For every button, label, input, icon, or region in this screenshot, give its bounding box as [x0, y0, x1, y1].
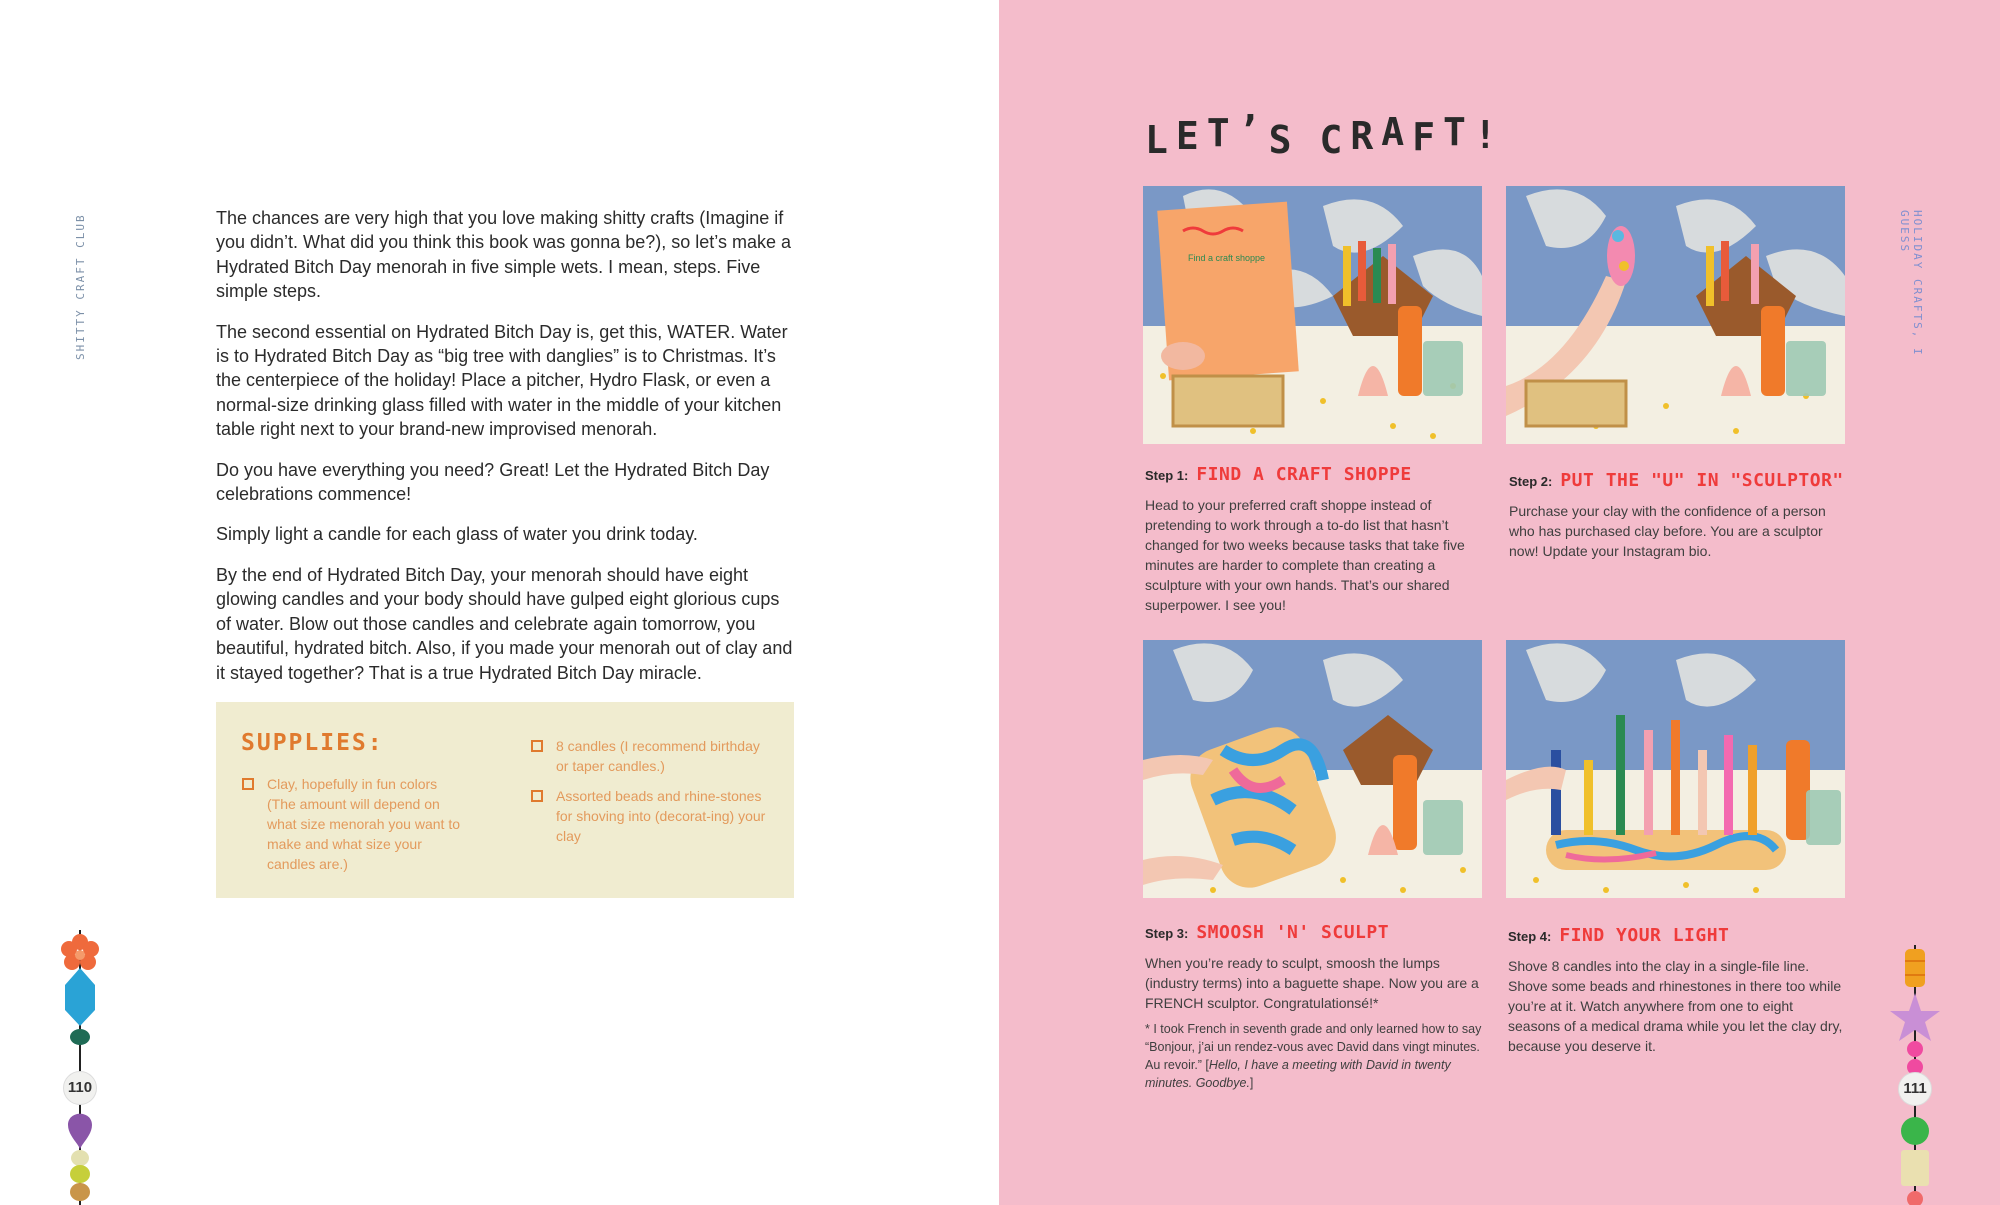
paragraph: The chances are very high that you love making shitty crafts (Imagine if you didn’t. What did you think this book was gonna be?), so let’s make a Hydrated Bitch Day menorah in five simple wets. I mean, steps. Five simple steps. — [216, 208, 791, 302]
step-title: PUT THE "U" IN "SCULPTOR" — [1560, 470, 1844, 491]
photo-card-text: Find a craft shoppe — [1188, 253, 1266, 263]
supplies-list — [242, 774, 462, 884]
supply-text: Assorted beads and rhine-stones for shoving into (decorat-ing) your clay — [556, 788, 766, 844]
left-page — [0, 0, 999, 1205]
title-letter: C — [1319, 118, 1351, 162]
body-text — [216, 206, 796, 701]
title-letter: R — [1350, 114, 1382, 158]
step-2-text: Purchase your clay with the confidence of a person who has purchased clay before. You are a sculptor now! Update your Instagram bio. — [1509, 503, 1826, 559]
beads-illustration — [50, 930, 110, 1205]
title-letter: S — [1268, 118, 1300, 162]
checkbox-icon — [531, 790, 543, 802]
footnote-end: ] — [1249, 1076, 1254, 1090]
supplies-box — [216, 702, 794, 898]
step-3-heading — [1145, 922, 1389, 943]
step-title: SMOOSH 'N' SCULPT — [1196, 922, 1390, 943]
step-number: Step 2: — [1509, 474, 1553, 489]
title-letter: ’ — [1237, 108, 1269, 152]
photo-illustration — [1506, 640, 1845, 898]
step-number: Step 4: — [1508, 929, 1552, 944]
step-title: FIND YOUR LIGHT — [1559, 925, 1730, 946]
step-title: FIND A CRAFT SHOPPE — [1196, 464, 1412, 485]
paragraph: Do you have everything you need? Great! Let the Hydrated Bitch Day celebrations commence! — [216, 459, 770, 505]
footnote-translation: Hello, I have a meeting with David in twenty minutes. Goodbye. — [1145, 1058, 1451, 1090]
paragraph: The second essential on Hydrated Bitch Day is, get this, WATER. Water is to Hydrated Bitch Day as “big tree with danglies” is to Christmas. It’s the centerpiece of the holiday! Place a pitcher, Hydro Flask, or even a normal-size drinking glass filled with water in the middle of your kitchen table right next to your brand-new improvised menorah. — [216, 321, 788, 440]
supply-item — [242, 774, 462, 874]
title-letter: ! — [1473, 113, 1505, 157]
step-1-photo — [1143, 186, 1482, 444]
title-letter: F — [1412, 115, 1444, 159]
step-1-text: Head to your preferred craft shoppe instead of pretending to work through a to-do list that hasn’t changed for two weeks because tasks that take five minutes are harder to complete than creating a sculpture with your own hands. That’s our shared superpower. I see you! — [1145, 497, 1465, 613]
title-letter: T — [1443, 110, 1474, 154]
checkbox-icon — [531, 740, 543, 752]
step-2-photo — [1506, 186, 1845, 444]
running-head-right: HOLIDAY CRAFTS, I GUESS — [1898, 210, 1924, 357]
paragraph: Simply light a candle for each glass of water you drink today. — [216, 524, 698, 545]
step-4-heading — [1508, 925, 1729, 946]
supply-text: 8 candles (I recommend birthday or taper candles.) — [556, 738, 760, 774]
checkbox-icon — [242, 778, 254, 790]
step-2-heading — [1509, 470, 1844, 491]
supply-text: Clay, hopefully in fun colors (The amount will depend on what size menorah you want to make and what size your candles are.) — [267, 776, 460, 872]
title-letter: L — [1145, 118, 1176, 162]
paragraph: By the end of Hydrated Bitch Day, your menorah should have eight glowing candles and your body should have gulped eight glorious cups of water. Blow out those candles and celebrate again tomorrow, you beautiful, hydrated bitch. Also, if you made your menorah out of clay and it stayed together? That is a true Hydrated Bitch Day miracle. — [216, 564, 793, 683]
running-head-left: SHITTY CRAFT CLUB — [74, 213, 87, 360]
page-number-left: 110 — [63, 1071, 97, 1105]
step-3-footnote — [1145, 1020, 1485, 1092]
title-letter: A — [1381, 110, 1413, 154]
step-number: Step 1: — [1145, 468, 1189, 483]
step-number: Step 3: — [1145, 926, 1189, 941]
step-4-photo — [1506, 640, 1845, 898]
footnote-text: * I took French in seventh grade and only learned how to say “Bonjour, j’ai un rendez-vous avec David dans vingt minutes. Au revoir.” [ — [1145, 1022, 1482, 1072]
photo-illustration — [1506, 186, 1845, 444]
title-letter: E — [1175, 114, 1207, 158]
supplies-title: SUPPLIES: — [241, 730, 384, 756]
lets-craft-heading — [1145, 108, 1505, 162]
supply-item — [531, 736, 771, 776]
photo-illustration — [1143, 640, 1482, 898]
step-4-text: Shove 8 candles into the clay in a single-file line. Shove some beads and rhinestones in there too while you’re at it. Watch anywhere from one to eight seasons of a medical drama while you let the clay dry, because you deserve it. — [1508, 958, 1843, 1054]
step-3-text: When you’re ready to sculpt, smoosh the lumps (industry terms) into a baguette shape. Now you are a FRENCH sculptor. Congratulationsé!* — [1145, 955, 1479, 1011]
step-3-photo — [1143, 640, 1482, 898]
step-1-heading — [1145, 464, 1412, 485]
supply-item — [531, 786, 771, 846]
supplies-list — [531, 736, 771, 856]
photo-illustration — [1143, 186, 1482, 444]
page-number-right: 111 — [1898, 1072, 1932, 1106]
title-letter: T — [1206, 111, 1238, 155]
bead-string-decoration — [50, 930, 110, 1205]
bead-string-decoration — [1885, 940, 1945, 1205]
